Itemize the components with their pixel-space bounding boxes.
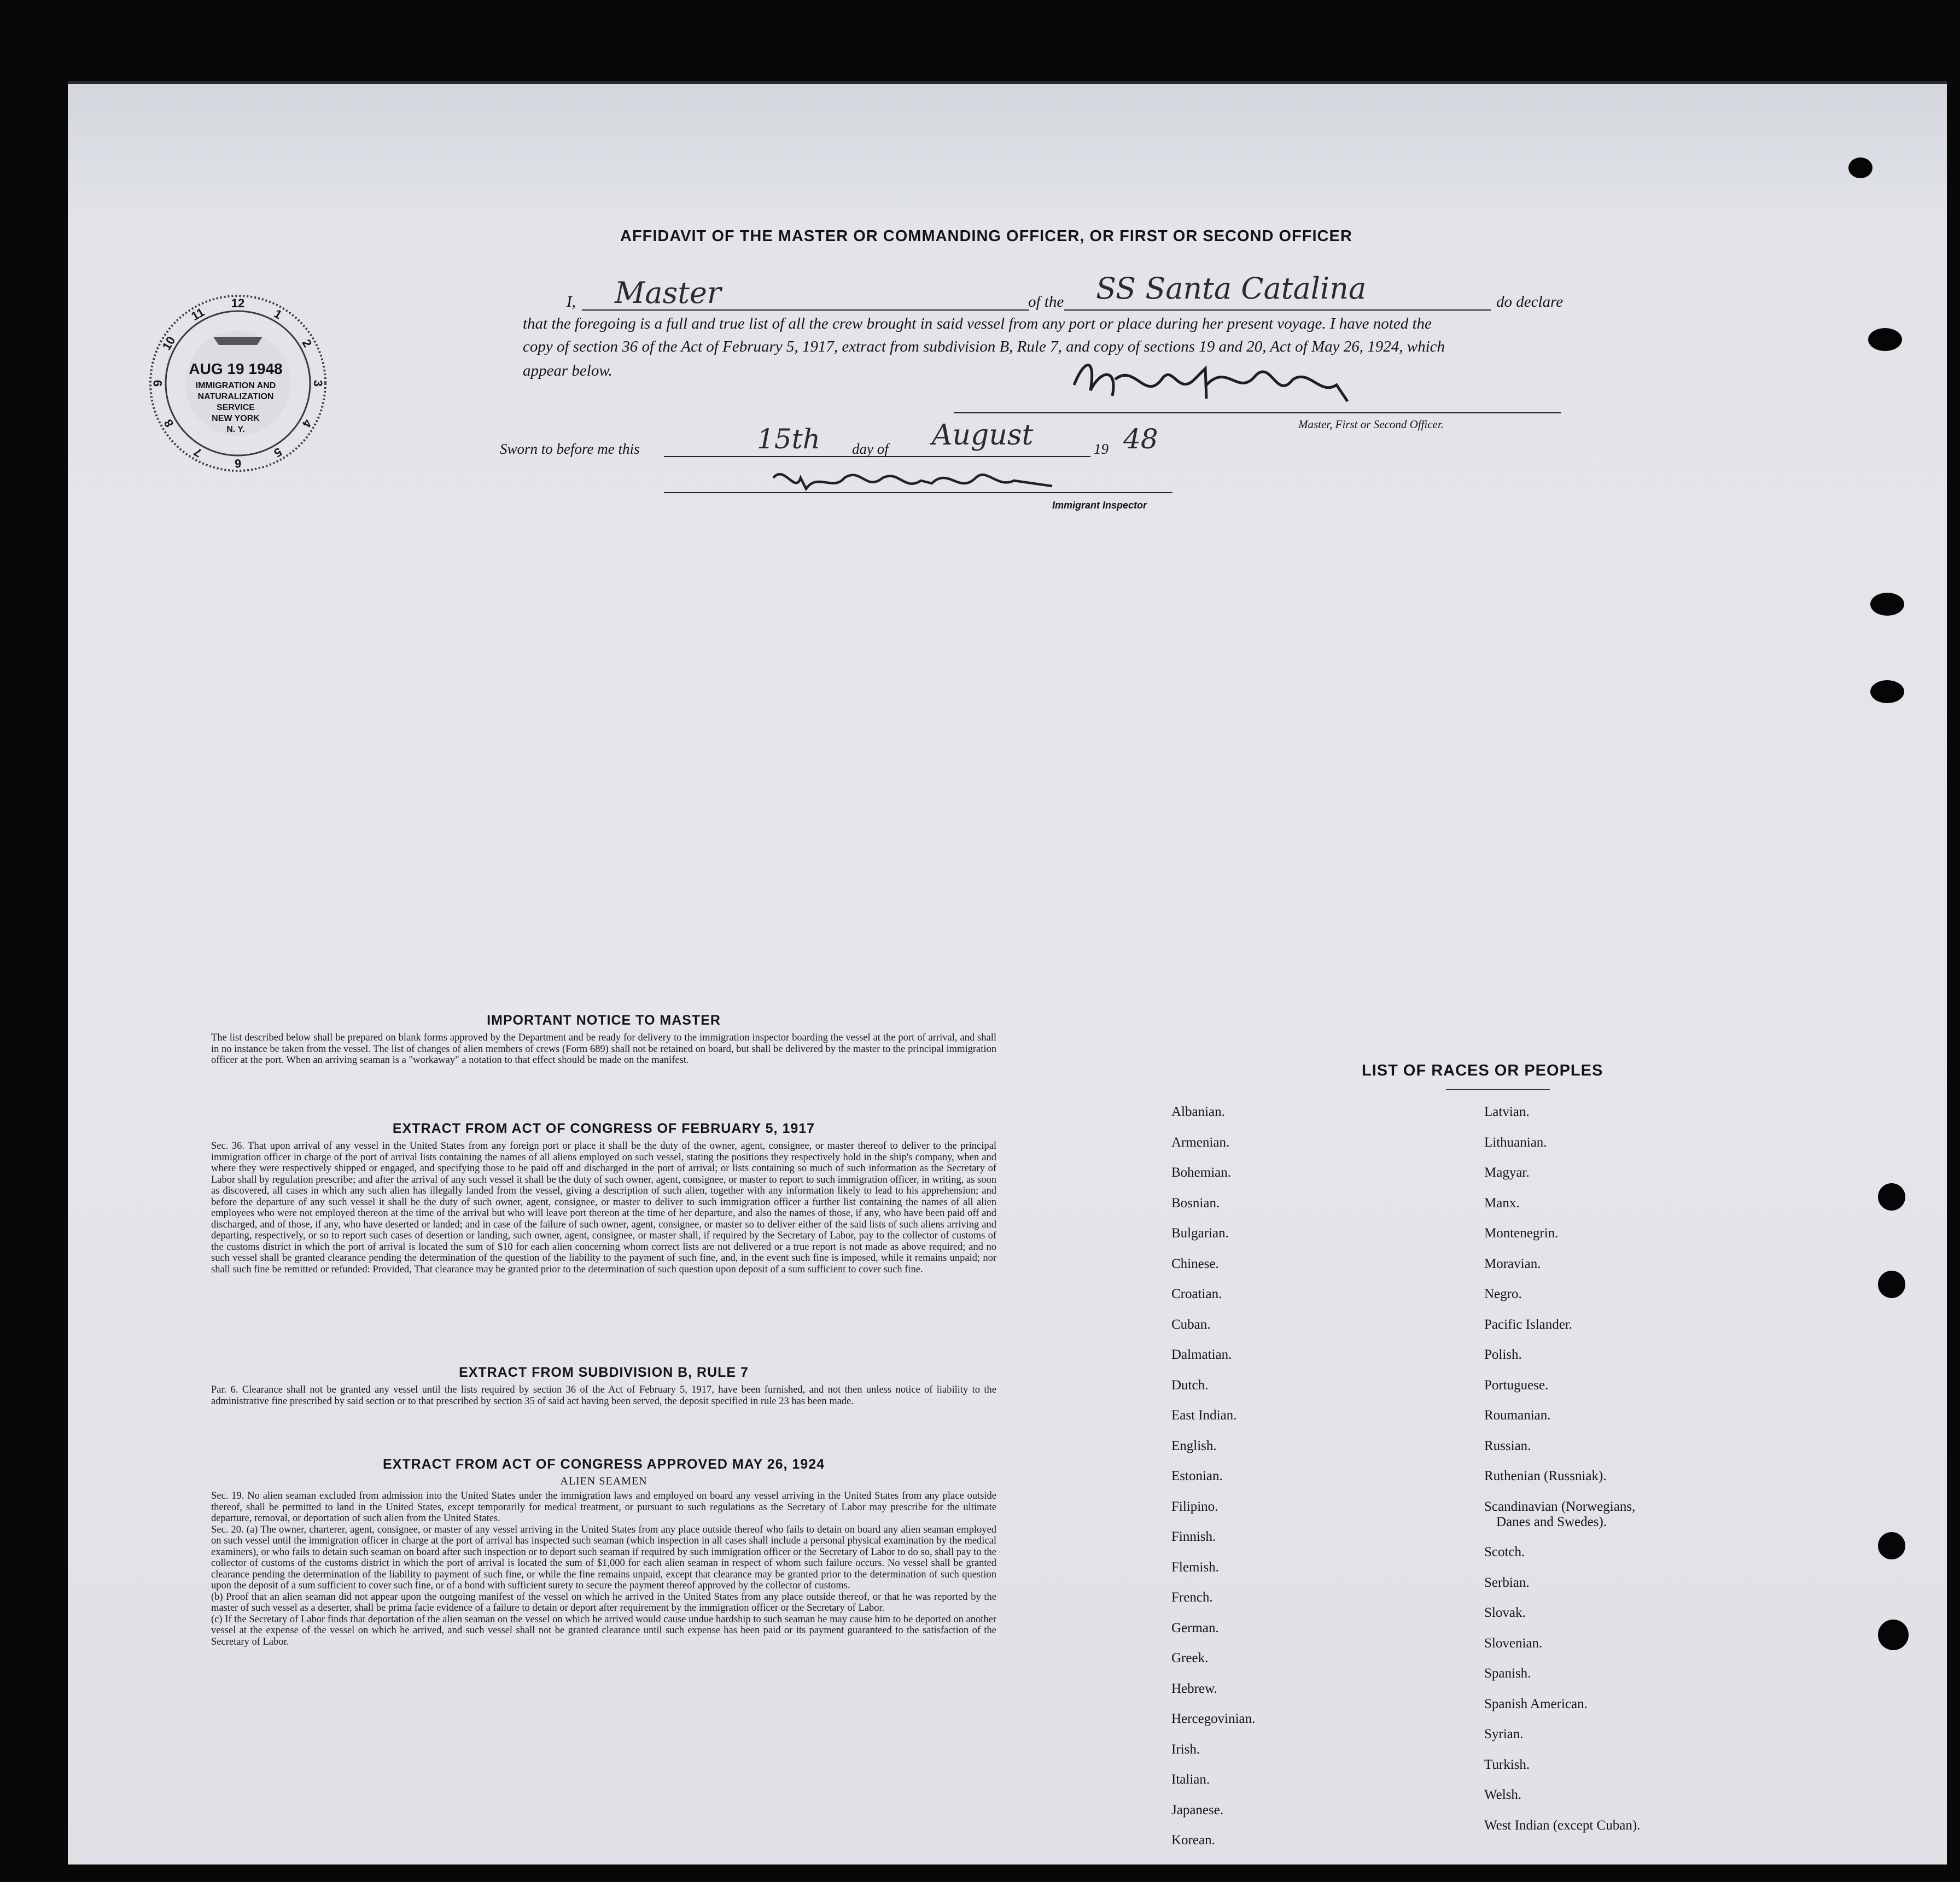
race-item: Russian. (1484, 1438, 1531, 1453)
race-item: Moravian. (1484, 1256, 1541, 1271)
race-item: Ruthenian (Russniak). (1484, 1469, 1607, 1483)
handwritten-day: 15th (757, 423, 820, 455)
race-item: Syrian. (1484, 1727, 1524, 1741)
race-item: Scandinavian (Norwegians, (1484, 1499, 1636, 1514)
race-item: Bulgarian. (1171, 1226, 1229, 1241)
punch-hole (1868, 328, 1902, 351)
rule-7-paragraph: Par. 6. Clearance shall not be granted any vessel until the lists required by section 36 of the Act of February 5, 1917, have been furnished, and not then unless notice of liability to the administrative fine prescribed by said section or to that prescribed by section 35 of said act having been served, the deposit specified in rule 23 has been made. (211, 1384, 996, 1407)
inspector-caption: Immigrant Inspector (1052, 500, 1147, 511)
rule-7-title: EXTRACT FROM SUBDIVISION B, RULE 7 (459, 1365, 749, 1380)
extract-1917-body (211, 1141, 996, 1275)
race-item: Cuban. (1171, 1317, 1211, 1332)
master-signature (1063, 347, 1369, 423)
race-item: Scotch. (1484, 1545, 1525, 1559)
stamp-clock-digit: 9 (151, 379, 165, 387)
handwritten-month: August (932, 419, 1034, 452)
stamp-clock-digit: 1 (271, 306, 284, 322)
race-item: Danes and Swedes). (1496, 1514, 1607, 1529)
notice-body (211, 1032, 996, 1066)
race-item: Hebrew. (1171, 1681, 1217, 1696)
race-item: East Indian. (1171, 1408, 1237, 1423)
day-of-label: day of (852, 441, 889, 457)
race-item: Italian. (1171, 1772, 1210, 1787)
race-item: Negro. (1484, 1287, 1522, 1301)
do-declare-label: do declare (1496, 293, 1564, 311)
of-the-label: of the (1028, 293, 1064, 311)
race-item: Magyar. (1484, 1165, 1530, 1180)
race-item: Bohemian. (1171, 1165, 1232, 1180)
race-item: Greek. (1171, 1651, 1209, 1665)
race-item: Turkish. (1484, 1757, 1530, 1772)
inspector-signature (768, 461, 1074, 500)
handwritten-name: Master (615, 276, 721, 310)
vessel-underline (1064, 309, 1491, 311)
race-item: Armenian. (1171, 1135, 1230, 1150)
stamp-line-2: NATURALIZATION (197, 392, 274, 401)
stamp-line-3: SERVICE (217, 403, 255, 412)
race-item: Dutch. (1171, 1377, 1209, 1393)
race-item: Albanian. (1171, 1104, 1225, 1119)
affidavit-line-2: that the foregoing is a full and true list of all the crew brought in said vessel from any port or place during her present voyage. I have noted the (523, 315, 1432, 332)
stamp-line-1: IMMIGRATION AND (195, 381, 276, 390)
race-item: Estonian. (1171, 1469, 1223, 1483)
race-item: Flemish. (1171, 1559, 1219, 1575)
race-item: French. (1171, 1590, 1213, 1605)
section-20a-paragraph: Sec. 20. (a) The owner, charterer, agent, consignee, or master of any vessel arriving in the United States from any place outside thereof who fails to detain on board any alien seaman employed on such vessel until the immigration officer in charge at the port of arrival has inspected such seaman (which inspection in all cases shall include a personal physical examination by the medical examiners), or who fails to detain such seaman on board after such inspection or to deport such seaman if required by such immigration officer or the Secretary of Labor to do so, shall pay to the collector of customs of the customs district in which the port of arrival is located the sum of $1,000 for each alien seaman in respect of whom such failure occurs. No vessel shall be granted clearance pending the determination of the liability to payment of such fine, or while the fine remains unpaid, except that clearance may be granted prior to the determination of such question upon the deposit of a sum sufficient to cover such fine, or of a bond with sufficient surety to secure the payment thereof approved by the collector of customs. (211, 1524, 996, 1591)
race-item: Filipino. (1171, 1499, 1218, 1514)
stamp-clock-digit: 3 (311, 379, 325, 387)
punch-hole (1878, 1532, 1905, 1559)
notice-title: IMPORTANT NOTICE TO MASTER (487, 1013, 721, 1028)
race-item: German. (1171, 1620, 1219, 1635)
stamp-line-5: N. Y. (226, 425, 245, 434)
handwritten-year: 48 (1123, 423, 1158, 455)
sworn-prefix: Sworn to before me this (500, 441, 640, 457)
i-prefix: I, (567, 293, 576, 311)
race-item: Japanese. (1171, 1802, 1224, 1817)
month-underline (894, 456, 1090, 457)
race-item: English. (1171, 1438, 1217, 1453)
race-item: Slovak. (1484, 1605, 1526, 1620)
stamp-clock-digit: 8 (161, 417, 177, 430)
stamp-clock-digit: 6 (234, 457, 242, 470)
race-item: Bosnian. (1171, 1195, 1220, 1211)
stamp-clock-digit: 7 (191, 445, 205, 460)
extract-1917-title: EXTRACT FROM ACT OF CONGRESS OF FEBRUARY 5, 1917 (392, 1121, 815, 1136)
inspector-line (664, 492, 1172, 493)
race-item: West Indian (except Cuban). (1484, 1817, 1641, 1833)
punch-hole (1870, 593, 1904, 616)
section-36-paragraph: Sec. 36. That upon arrival of any vessel in the United States from any foreign port or place it shall be the duty of the owner, agent, consignee, or master thereof to deliver to the principal immigration officer in charge of the port of arrival lists containing the names of all aliens employed on such vessel, stating the positions they respectively hold in the ship's company, when and where they were respectively shipped or engaged, and specifying those to be paid off and discharged in the port of arrival; or lists containing so much of such information as the Secretary of Labor shall by regulation prescribe; and after the arrival of any such vessel it shall be the duty of such owner, agent, consignee, or master to report to such immigration officer, in writing, as soon as discovered, all cases in which any such alien has illegally landed from the vessel, giving a description of such alien, together with any information likely to lead to his apprehension; and before the departure of any such vessel it shall be the duty of such owner, agent, consignee, or master to deliver to such immigration officer a further list containing the names of all alien employees who were not employed thereon at the time of the arrival but who will leave port thereon at the time of her departure, and also the names of those, if any, who have been paid off and discharged, and of those, if any, who have deserted or landed; and in case of the failure of such owner, agent, consignee, or master so to deliver either of the said lists of such aliens arriving and departing, respectively, or so to report such cases of desertion or landing, such owner, agent, consignee, or master shall, if required by the Secretary of Labor, pay to the collector of customs of the customs district in which the port of arrival is located the sum of $10 for each alien concerning whom correct lists are not delivered or a true report is not made as above required; and no such vessel shall be granted clearance pending the determination of the question of the liability to the payment of such fine, and, in the event such fine is imposed, while it remains unpaid; nor shall such fine be remitted or refunded: Provided, That clearance may be granted prior to the determination of such question upon deposit of a sum sufficient to cover such fine. (211, 1141, 996, 1275)
race-item: Roumanian. (1484, 1408, 1551, 1423)
punch-hole (1878, 1183, 1905, 1211)
race-item: Welsh. (1484, 1787, 1522, 1802)
extract-1924-body (211, 1491, 996, 1647)
race-item: Latvian. (1484, 1104, 1530, 1119)
rule-7-body (211, 1384, 996, 1407)
punch-hole (1848, 157, 1872, 178)
section-20b-paragraph: (b) Proof that an alien seaman did not appear upon the outgoing manifest of the vessel on which he arrived in the United States from any place outside thereof, or that he was reported by the master of such vessel as a deserter, shall be prima facie evidence of a failure to detain or deport after requirement by the immigration officer or the Secretary of Labor. (211, 1591, 996, 1614)
year-prefix: 19 (1094, 441, 1109, 457)
race-item: Chinese. (1171, 1256, 1219, 1271)
race-item: Irish. (1171, 1741, 1200, 1757)
stamp-clock-digit: 2 (299, 337, 315, 350)
notice-paragraph: The list described below shall be prepared on blank forms approved by the Department and be ready for delivery to the immigration inspector boarding the vessel at the port of arrival, and shall in no instance be taken from the vessel. The list of changes of alien members of crews (Form 689) shall not be retained on board, but shall be delivered by the master to the principal immigration officer at the port. When an arriving seaman is a "workaway" a notation to that effect should be made on the manifest. (211, 1032, 996, 1066)
race-item: Korean. (1171, 1833, 1215, 1848)
race-item: Portuguese. (1484, 1377, 1549, 1393)
section-20c-paragraph: (c) If the Secretary of Labor finds that deportation of the alien seaman on the vessel on which he arrived would cause undue hardship to such seaman he may cause him to be deported on another vessel at the expense of the vessel on which he arrived, and such vessel shall not be granted clearance until such expense has been paid or its payment guaranteed to the satisfaction of the Secretary of Labor. (211, 1614, 996, 1647)
stamp-date: AUG 19 1948 (189, 360, 283, 377)
race-item: Croatian. (1171, 1287, 1222, 1301)
stamp-clock-digit: 10 (159, 334, 178, 353)
punch-hole (1878, 1271, 1905, 1298)
race-item: Dalmatian. (1171, 1347, 1232, 1362)
race-item: Lithuanian. (1484, 1135, 1547, 1150)
race-item: Hercegovinian. (1171, 1711, 1256, 1726)
signature-caption: Master, First or Second Officer. (1298, 418, 1444, 431)
race-item: Manx. (1484, 1195, 1520, 1211)
signature-line (954, 412, 1561, 413)
race-item: Polish. (1484, 1347, 1522, 1362)
alien-seamen-subtitle: ALIEN SEAMEN (560, 1475, 648, 1487)
race-item: Montenegrin. (1484, 1226, 1559, 1241)
race-item: Spanish. (1484, 1666, 1531, 1681)
affidavit-line-1 (567, 293, 576, 311)
affidavit-line-4: appear below. (523, 362, 612, 379)
affidavit-line-3: copy of section 36 of the Act of February 5, 1917, extract from subdivision B, Rule 7, and copy of sections 19 and 20, Act of May 26, 1924, which (523, 338, 1445, 355)
stamp-clock-digit: 12 (231, 296, 245, 310)
document-page (68, 81, 1947, 1865)
affidavit-title: AFFIDAVIT OF THE MASTER OR COMMANDING OFFICER, OR FIRST OR SECOND OFFICER (620, 227, 1352, 245)
race-item: Slovenian. (1484, 1635, 1543, 1651)
stamp-clock-digit: 5 (271, 445, 284, 460)
race-item: Finnish. (1171, 1529, 1216, 1544)
stamp-line-4: NEW YORK (212, 414, 260, 423)
race-item: Pacific Islander. (1484, 1317, 1573, 1332)
punch-hole (1878, 1620, 1909, 1650)
section-19-paragraph: Sec. 19. No alien seaman excluded from admission into the United States under the immigration laws and employed on board any vessel arriving in the United States from any place outside thereof, shall be permitted to land in the United States, except temporarily for medical treatment, or pursuant to such regulations as the Secretary of Labor may prescribe for the ultimate departure, removal, or deportation of such alien from the United States. (211, 1491, 996, 1524)
stamp-clock-digit: 4 (299, 417, 315, 430)
stamp-clock-digit: 11 (189, 305, 207, 323)
races-title: LIST OF RACES OR PEOPLES (1362, 1062, 1603, 1079)
race-item: Serbian. (1484, 1575, 1530, 1590)
extract-1924-title: EXTRACT FROM ACT OF CONGRESS APPROVED MAY 26, 1924 (382, 1457, 825, 1472)
race-item: Spanish American. (1484, 1696, 1588, 1711)
races-title-rule (1446, 1089, 1550, 1090)
punch-hole (1870, 680, 1904, 703)
handwritten-vessel: SS Santa Catalina (1096, 271, 1367, 306)
